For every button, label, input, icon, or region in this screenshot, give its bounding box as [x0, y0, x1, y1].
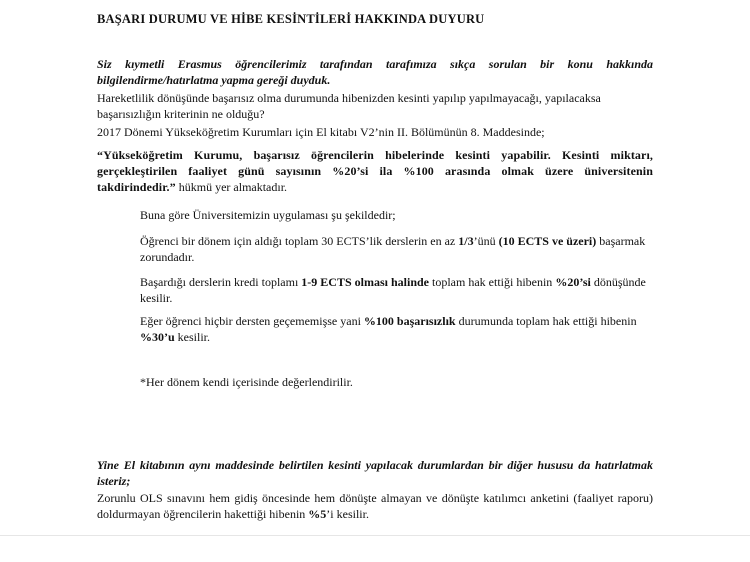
bottom-divider [0, 535, 750, 536]
rule1-text-a: Öğrenci bir dönem için aldığı toplam 30 ECTS’lik derslerin en az [140, 234, 459, 248]
ols-text-a: Zorunlu OLS sınavını hem gidiş öncesinde hem dönüşte almayan ve dönüşte katılımcı anketini (faaliyet raporu) doldurmayan öğrencilerin hakettiği hibenin [97, 491, 653, 521]
rule1-text-e: başarmak zorundadır. [140, 234, 646, 264]
rule2-text-c: toplam hak ettiği hibenin [429, 275, 556, 289]
rule3-text-c: durumunda toplam hak ettiği hibenin [455, 314, 637, 328]
intro-paragraph: Siz kıymetli Erasmus öğrencilerimiz tarafından tarafımıza sıkça sorulan bir konu hakkında bilgilendirme/hatırlatma yapma gereği duyduk. [97, 57, 653, 87]
quote-bold-text: “Yükseköğretim Kurumu, başarısız öğrencilerin hibelerinde kesinti yapabilir. Kesinti miktarı, gerçekleştirilen faaliyet günü sayısının %20’si ila %100 arasında olmak üzere üniversitenin takdirindedir.” [97, 148, 653, 194]
document-title: BAŞARI DURUMU VE HİBE KESİNTİLERİ HAKKINDA DUYURU [97, 12, 485, 26]
rule-partial-failure [140, 274, 654, 306]
rule3-text-e: kesilir. [174, 330, 211, 344]
ols-deduction-paragraph [97, 490, 653, 522]
rule3-text-a: Eğer öğrenci hiçbir dersten geçememişse yani [140, 314, 364, 328]
rule2-text-e: dönüşünde kesilir. [140, 275, 646, 305]
rule2-text-b: 1-9 ECTS olması halinde [301, 275, 429, 289]
rule-ects-minimum [140, 233, 654, 265]
handbook-reference: 2017 Dönemi Yükseköğretim Kurumları için El kitabı V2’nin II. Bölümünün 8. Maddesinde; [97, 125, 545, 139]
semester-note: *Her dönem kendi içerisinde değerlendirilir. [140, 375, 353, 389]
rule3-text-b: %100 başarısızlık [363, 314, 456, 328]
rule2-text-d: %20’si [555, 275, 591, 289]
rule-full-failure [140, 313, 654, 345]
quote-tail-text: hükmü yer almaktadır. [175, 180, 288, 194]
rules-intro: Buna göre Üniversitemizin uygulaması şu şekildedir; [140, 208, 396, 222]
ols-text-b: %5 [308, 507, 327, 521]
ols-text-c: ’i kesilir. [326, 507, 369, 521]
rule3-text-d: %30’u [140, 330, 175, 344]
rule1-text-d: (10 ECTS ve üzeri) [498, 234, 597, 248]
rule1-text-b: 1/3 [458, 234, 474, 248]
handbook-quote [97, 147, 653, 195]
rule1-text-c: ’ünü [473, 234, 499, 248]
rule2-text-a: Başardığı derslerin kredi toplamı [140, 275, 302, 289]
closing-paragraph: Yine El kitabının aynı maddesinde belirtilen kesinti yapılacak durumlardan bir diğer hususu da hatırlatmak isteriz; [97, 458, 653, 488]
question-paragraph: Hareketlilik dönüşünde başarısız olma durumunda hibenizden kesinti yapılıp yapılmayacağı, yapılacaksa başarısızlığın kriterinin ne olduğu? [97, 91, 601, 121]
